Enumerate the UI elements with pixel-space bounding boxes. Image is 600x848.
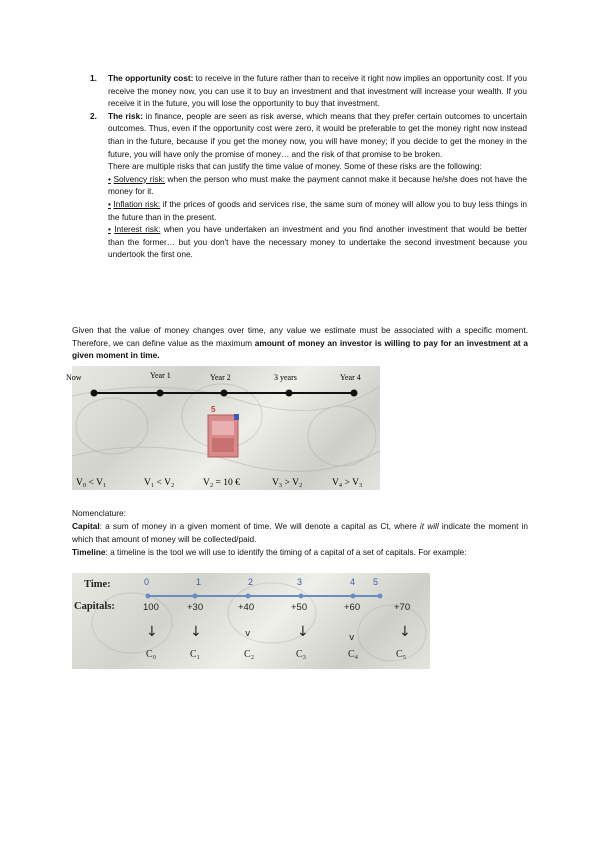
timeline-point <box>351 390 358 397</box>
nomenclature-heading: Nomenclature: <box>72 508 126 518</box>
timeline-drawing <box>66 366 380 490</box>
capital-symbol: C₄ <box>348 649 359 660</box>
capital-amount: 100 <box>143 602 159 613</box>
capital-amount: +60 <box>344 602 361 613</box>
time-tick: 4 <box>350 577 356 587</box>
time-tick: 5 <box>373 577 379 587</box>
capital-definition <box>72 520 528 545</box>
down-arrow-icon: v <box>245 629 251 639</box>
banknote-texture <box>92 583 426 661</box>
down-arrow-icon: ↓ <box>399 624 411 640</box>
value-comparison: V₂ = 10 € <box>203 478 240 488</box>
capital-symbol: C₂ <box>244 649 255 660</box>
capital-italic: it will <box>419 521 439 531</box>
capital-text-end: indicate the moment in which that amount of money will be collected/paid. <box>72 521 528 544</box>
capital-text: : a sum of money in a given moment of time. We will denote a capital as Ct, where <box>99 521 420 531</box>
risk-name: Solvency risk: <box>113 173 165 184</box>
time-tick: 2 <box>248 577 254 587</box>
capital-symbol: C₀ <box>146 649 157 660</box>
list-item-opportunity-cost <box>90 72 527 110</box>
list-number: 2. <box>90 110 97 121</box>
risk-name: Inflation risk: <box>113 198 161 209</box>
bullet-icon: • <box>108 173 111 184</box>
timeline-label: Year 1 <box>150 371 171 380</box>
risks-intro: There are multiple risks that can justify the time value of money. Some of these risks are the following: <box>108 161 482 172</box>
capital-amount: +30 <box>187 602 204 613</box>
risk-description: if the prices of goods and services rise, the same sum of money will allow you to buy less things in the future than in the present. <box>108 198 527 222</box>
term-opportunity-cost: The opportunity cost: <box>108 73 194 83</box>
timeline-point <box>221 390 228 397</box>
time-tick: 1 <box>196 577 202 587</box>
bullet-icon: • <box>108 224 111 235</box>
risk-name: Interest risk: <box>114 224 161 235</box>
time-label: Time: <box>84 579 111 590</box>
value-definition-paragraph <box>72 324 528 362</box>
money-timeline-image <box>66 366 380 490</box>
list-item-risk <box>90 110 527 261</box>
list-number: 1. <box>90 73 97 83</box>
capitals-timeline-image <box>72 573 430 669</box>
paragraph-text: Given that the value of money changes over time, any value we estimate must be associated with a specific moment. Therefore, we can define value as the maximum <box>72 325 528 348</box>
timeline-point <box>286 390 293 397</box>
timeline-label: Year 2 <box>210 373 231 382</box>
time-tick: 3 <box>297 577 303 587</box>
risk-interest <box>108 223 527 261</box>
risk-description: when the person who must make the payment cannot make it because he/she does not have the money for it. <box>108 173 527 197</box>
risk-solvency <box>108 173 527 198</box>
value-comparison: V₄ > V₃ <box>332 478 363 488</box>
bullet-icon: • <box>108 198 111 209</box>
down-arrow-icon: ↓ <box>297 624 309 640</box>
timeline-definition <box>72 546 528 559</box>
risk-text: in finance, people are seen as risk averse, which means that they prefer certain outcomes to uncertain outcomes. Thus, even if the opportunity cost were zero, it would be preferable to get the money right now instead than in the future, because if you get the money now, you will have money; if you decide to get the money in the future, you will have only the promise of money… and the risk of that promise to be broken. <box>108 110 527 159</box>
term-risk: The risk: <box>108 110 143 121</box>
capital-symbol: C₁ <box>190 649 201 660</box>
capital-amount: +70 <box>394 602 411 613</box>
capital-term: Capital <box>72 521 100 531</box>
timeline-term: Timeline <box>72 547 106 557</box>
time-tick: 0 <box>144 577 150 587</box>
capital-amount: +40 <box>238 602 255 613</box>
down-arrow-icon: v <box>349 633 355 643</box>
timeline-label: Now <box>66 373 82 382</box>
euro-banknote-icon <box>208 405 239 457</box>
risk-inflation <box>108 198 527 223</box>
down-arrow-icon: ↓ <box>146 624 158 640</box>
capital-amount: +50 <box>291 602 308 613</box>
timeline-point <box>91 390 98 397</box>
capitals-drawing <box>72 573 430 669</box>
down-arrow-icon: ↓ <box>190 624 202 640</box>
capital-symbol: C₅ <box>396 649 407 660</box>
timeline-point <box>157 390 164 397</box>
value-comparison: V₀ < V₁ <box>76 478 107 488</box>
capital-symbol: C₃ <box>296 649 307 660</box>
timeline-text: : a timeline is the tool we will use to identify the timing of a capital of a set of capitals. For example: <box>105 547 467 557</box>
risk-description: when you have undertaken an investment and you find another investment that would be better than the former… but you don't have the necessary money to undertake the second investment because you undertook the first one. <box>108 224 527 260</box>
paragraph-bold: amount of money an investor is willing to pay for an investment at a given moment in time. <box>72 337 528 361</box>
value-comparison: V₃ > V₂ <box>272 478 303 488</box>
opportunity-cost-text: to receive in the future rather than to receive it right now implies an opportunity cost. If you receive the money now, you can use it to buy an investment and that investment will increase your wealth. If you receive it in the future, you will lose the opportunity to buy that investment. <box>108 73 527 109</box>
value-comparison: V₁ < V₂ <box>144 478 175 488</box>
timeline-label: 3 years <box>274 373 297 382</box>
banknote-denomination: 5 <box>211 405 216 414</box>
timeline-label: Year 4 <box>340 373 361 382</box>
capitals-label: Capitals: <box>74 601 115 612</box>
reasons-list <box>90 72 527 261</box>
